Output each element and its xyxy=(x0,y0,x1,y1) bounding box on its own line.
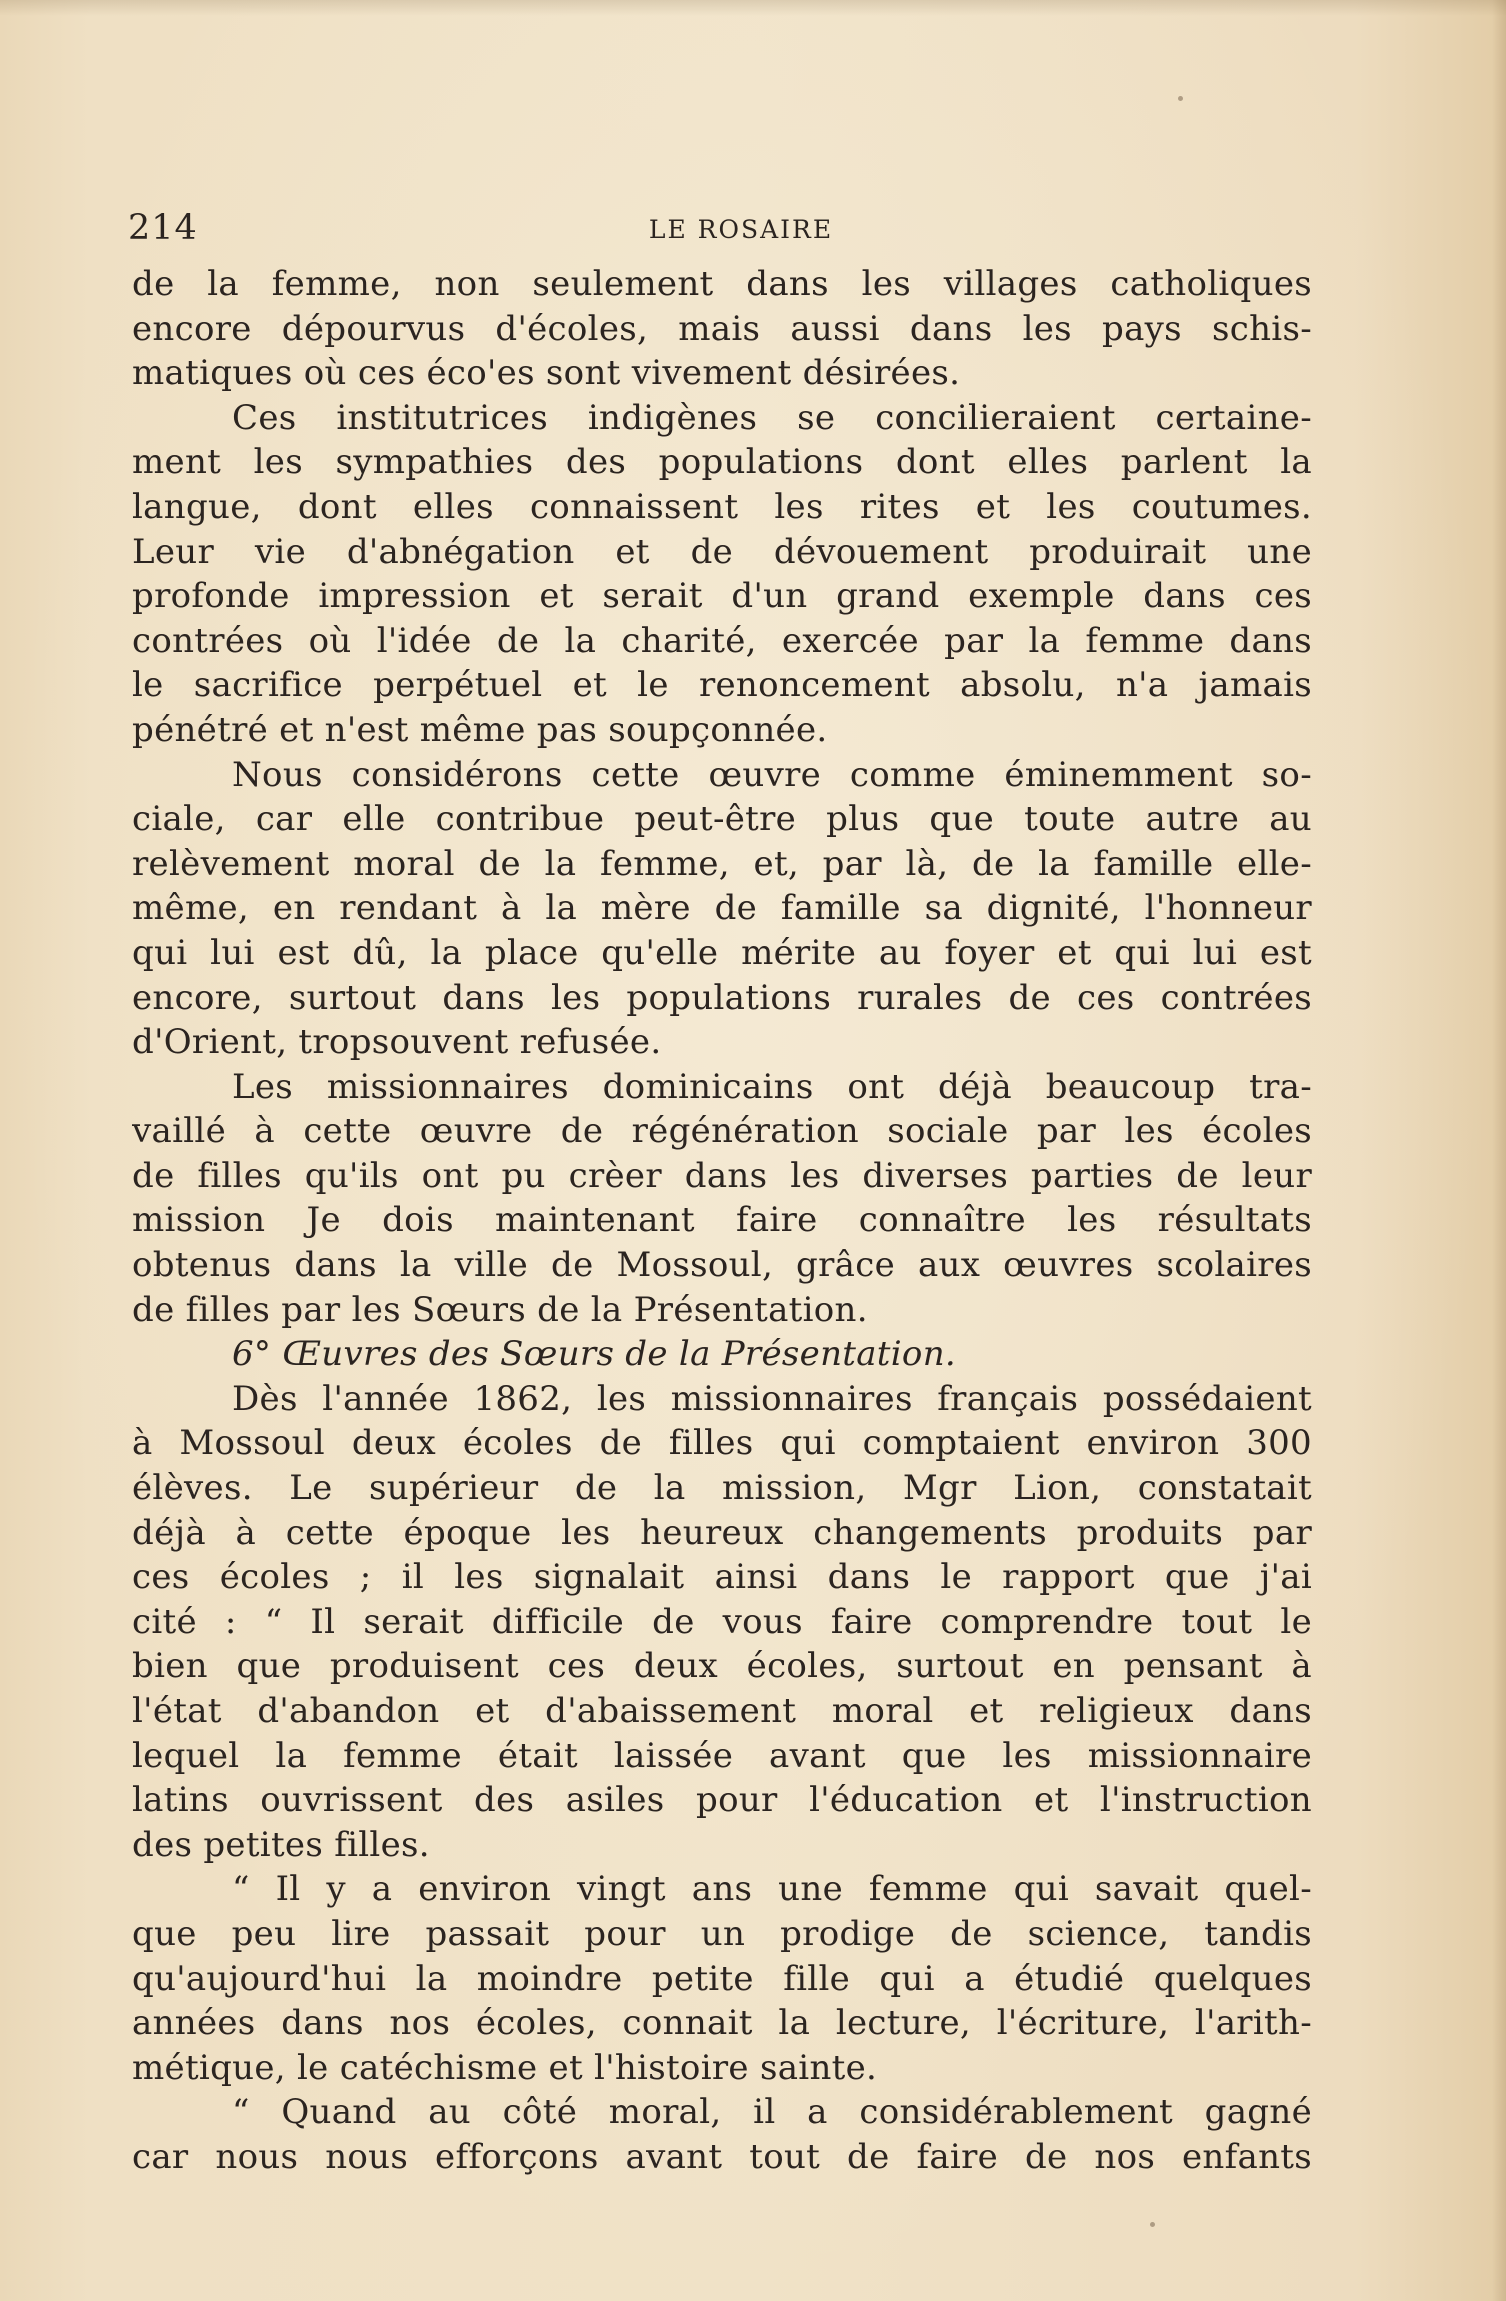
text-line: qu'aujourd'hui la moindre petite fille qui a étudié quelques xyxy=(132,1958,1312,1999)
text-line: qui lui est dû, la place qu'elle mérite au foyer et qui lui est xyxy=(132,932,1312,973)
page-number: 214 xyxy=(128,208,198,248)
text-line: Ces institutrices indigènes se concilieraient certaine- xyxy=(232,397,1312,438)
text-line: encore, surtout dans les populations rurales de ces contrées xyxy=(132,977,1312,1018)
text-line: contrées où l'idée de la charité, exercée par la femme dans xyxy=(132,620,1312,661)
paper-speck xyxy=(1178,96,1183,101)
text-line: de filles par les Sœurs de la Présentation. xyxy=(132,1289,868,1330)
text-line: encore dépourvus d'écoles, mais aussi dans les pays schis- xyxy=(132,308,1312,349)
text-line: obtenus dans la ville de Mossoul, grâce aux œuvres scolaires xyxy=(132,1245,1312,1286)
text-line: Leur vie d'abnégation et de dévouement produirait une xyxy=(132,531,1312,572)
text-line: déjà à cette époque les heureux changements produits par xyxy=(132,1512,1312,1553)
text-line: des petites filles. xyxy=(132,1824,430,1865)
text-line: même, en rendant à la mère de famille sa dignité, l'honneur xyxy=(132,888,1312,929)
text-line: ment les sympathies des populations dont elles parlent la xyxy=(132,442,1312,483)
page-header xyxy=(128,206,1314,250)
body-text xyxy=(132,262,1312,2180)
paper-speck xyxy=(1150,2222,1155,2227)
text-line: ciale, car elle contribue peut-être plus que toute autre au xyxy=(132,799,1312,840)
text-line: “ Quand au côté moral, il a considérablement gagné xyxy=(232,2092,1312,2133)
text-line: de la femme, non seulement dans les villages catholiques xyxy=(132,264,1312,304)
page-top-shadow xyxy=(0,0,1506,16)
text-line: de filles qu'ils ont pu crèer dans les diverses parties de leur xyxy=(132,1155,1312,1196)
text-line: langue, dont elles connaissent les rites et les coutumes. xyxy=(132,486,1312,527)
text-line: lequel la femme était laissée avant que les missionnaire xyxy=(132,1735,1312,1776)
text-line: mission Je dois maintenant faire connaître les résultats xyxy=(132,1200,1312,1241)
text-line: “ Il y a environ vingt ans une femme qui savait quel- xyxy=(232,1869,1312,1910)
text-line: élèves. Le supérieur de la mission, Mgr Lion, constatait xyxy=(132,1468,1312,1509)
text-line: le sacrifice perpétuel et le renoncement absolu, n'a jamais xyxy=(132,665,1312,706)
text-line: car nous nous efforçons avant tout de faire de nos enfants xyxy=(132,2136,1312,2177)
text-line: ces écoles ; il les signalait ainsi dans le rapport que j'ai xyxy=(132,1557,1312,1598)
text-line: pénétré et n'est même pas soupçonnée. xyxy=(132,709,828,750)
text-line: métique, le catéchisme et l'histoire sainte. xyxy=(132,2047,878,2088)
text-line: vaillé à cette œuvre de régénération sociale par les écoles xyxy=(132,1111,1312,1152)
text-line: relèvement moral de la femme, et, par là, de la famille elle- xyxy=(132,843,1312,884)
text-line: que peu lire passait pour un prodige de science, tandis xyxy=(132,1913,1312,1954)
text-line: latins ouvrissent des asiles pour l'éducation et l'instruction xyxy=(132,1780,1312,1821)
running-title: LE ROSAIRE xyxy=(648,215,834,244)
text-line: Dès l'année 1862, les missionnaires français possédaient xyxy=(232,1378,1312,1419)
section-heading: 6° Œuvres des Sœurs de la Présentation. xyxy=(232,1334,957,1375)
text-line: cité : “ Il serait difficile de vous faire comprendre tout le xyxy=(132,1601,1312,1642)
text-line: matiques où ces éco'es sont vivement désirées. xyxy=(132,353,961,394)
text-line: profonde impression et serait d'un grand exemple dans ces xyxy=(132,576,1312,617)
text-line: Nous considérons cette œuvre comme éminemment so- xyxy=(232,754,1312,795)
text-line: bien que produisent ces deux écoles, surtout en pensant à xyxy=(132,1646,1312,1687)
text-line: années dans nos écoles, connait la lecture, l'écriture, l'arith- xyxy=(132,2003,1312,2044)
text-line: Les missionnaires dominicains ont déjà beaucoup tra- xyxy=(232,1066,1312,1107)
text-line: à Mossoul deux écoles de filles qui comptaient environ 300 xyxy=(132,1423,1312,1464)
text-line: d'Orient, tropsouvent refusée. xyxy=(132,1022,662,1063)
page-edge-shadow xyxy=(1492,0,1506,2301)
text-line: l'état d'abandon et d'abaissement moral et religieux dans xyxy=(132,1691,1312,1731)
